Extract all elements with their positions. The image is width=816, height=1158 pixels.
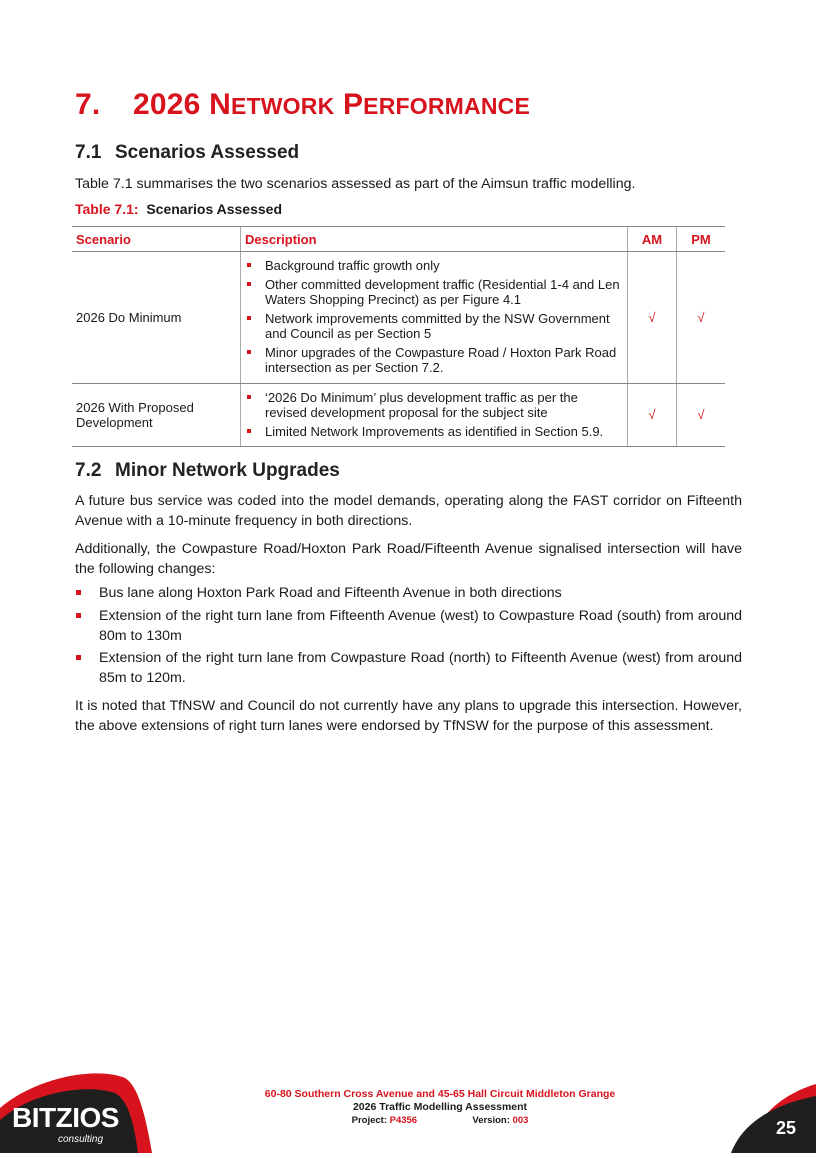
header-am: AM (628, 227, 677, 252)
check-icon: √ (697, 309, 705, 325)
logo-subtext: consulting (58, 1134, 104, 1145)
footer-project-line (200, 1114, 680, 1127)
list-item: Background traffic growth only (245, 258, 623, 274)
list-item: Extension of the right turn lane from Fifteenth Avenue (west) to Cowpasture Road (south) from around 80m to 130m (75, 606, 742, 646)
section-7-1-intro: Table 7.1 summarises the two scenarios assessed as part of the Aimsun traffic modelling. (75, 176, 636, 192)
footer-project-title: 60-80 Southern Cross Avenue and 45-65 Hall Circuit Middleton Grange (264, 1088, 616, 1100)
section-7-1-number: 7.1 (75, 142, 102, 163)
row-2-pm-cell (677, 383, 726, 447)
table-caption-label: Table 7.1: (75, 201, 139, 217)
row-2-description (241, 383, 628, 447)
footer-version-label: Version: (472, 1115, 510, 1126)
chapter-title-letter-n: N (209, 88, 231, 121)
list-item: Other committed development traffic (Residential 1-4 and Len Waters Shopping Precinct) as per Figure 4.1 (245, 277, 623, 308)
row-1-scenario: 2026 Do Minimum (72, 252, 241, 384)
row-2-description-list (245, 390, 623, 440)
footer-text (200, 1088, 680, 1127)
row-1-am-cell (628, 252, 677, 384)
list-item: Bus lane along Hoxton Park Road and Fifteenth Avenue in both directions (75, 583, 742, 603)
table-row (72, 383, 725, 447)
row-1-pm-cell (677, 252, 726, 384)
page-swoosh-icon (726, 1082, 816, 1153)
logo-wordmark: BITZIOS (12, 1102, 119, 1133)
section-7-2-title: Minor Network Upgrades (115, 460, 340, 481)
section-7-2-heading (75, 460, 340, 482)
list-item: Extension of the right turn lane from Cowpasture Road (north) to Fifteenth Avenue (west) from around 85m to 120m. (75, 648, 742, 688)
section-7-2-number: 7.2 (75, 460, 102, 481)
section-7-1-heading (75, 142, 299, 164)
row-1-description (241, 252, 628, 384)
header-scenario: Scenario (72, 227, 241, 252)
list-item: Minor upgrades of the Cowpasture Road / Hoxton Park Road intersection as per Section 7.2. (245, 345, 623, 376)
page-number: 25 (776, 1118, 797, 1138)
bitzios-logo (0, 1068, 160, 1153)
chapter-title-letter-p: P (342, 88, 364, 121)
check-icon: √ (648, 407, 656, 423)
section-7-2-paragraph-2: Additionally, the Cowpasture Road/Hoxton Park Road/Fifteenth Avenue signalised intersection will have the following changes: (75, 541, 742, 577)
section-7-2-paragraph-3: It is noted that TfNSW and Council do not currently have any plans to upgrade this intersection. However, the above extensions of right turn lanes were endorsed by TfNSW for the purpose of this assessment. (75, 698, 742, 734)
header-pm: PM (677, 227, 726, 252)
list-item: Network improvements committed by the NSW Government and Council as per Section 5 (245, 311, 623, 342)
check-icon: √ (648, 309, 656, 325)
table-caption (75, 201, 282, 217)
footer-project-label: Project: (351, 1115, 387, 1126)
row-1-description-list (245, 258, 623, 376)
row-2-scenario: 2026 With Proposed Development (72, 383, 241, 447)
row-2-am-cell (628, 383, 677, 447)
page-number-badge (726, 1082, 816, 1153)
table-header-row (72, 227, 725, 252)
chapter-title-word2: ERFORMANCE (363, 93, 530, 119)
table-row (72, 252, 725, 384)
list-item: ‘2026 Do Minimum’ plus development traffic as per the revised development proposal for the subject site (245, 390, 623, 421)
header-description: Description (241, 227, 628, 252)
chapter-heading (75, 88, 530, 122)
check-icon: √ (697, 407, 705, 423)
table-caption-title: Scenarios Assessed (146, 201, 283, 217)
scenarios-table (72, 226, 725, 447)
list-item: Limited Network Improvements as identified in Section 5.9. (245, 424, 623, 440)
footer-project-code: P4356 (389, 1115, 418, 1126)
chapter-title-word1: ETWORK (230, 93, 335, 119)
upgrade-bullet-list (75, 583, 742, 691)
chapter-year: 2026 (133, 88, 201, 121)
section-7-2-paragraph-1: A future bus service was coded into the model demands, operating along the FAST corridor on Fifteenth Avenue with a 10-minute frequency in both directions. (75, 493, 742, 529)
chapter-number: 7. (75, 88, 101, 121)
section-7-1-title: Scenarios Assessed (115, 142, 300, 163)
footer-subtitle: 2026 Traffic Modelling Assessment (352, 1101, 528, 1113)
footer-version-code: 003 (512, 1115, 529, 1126)
